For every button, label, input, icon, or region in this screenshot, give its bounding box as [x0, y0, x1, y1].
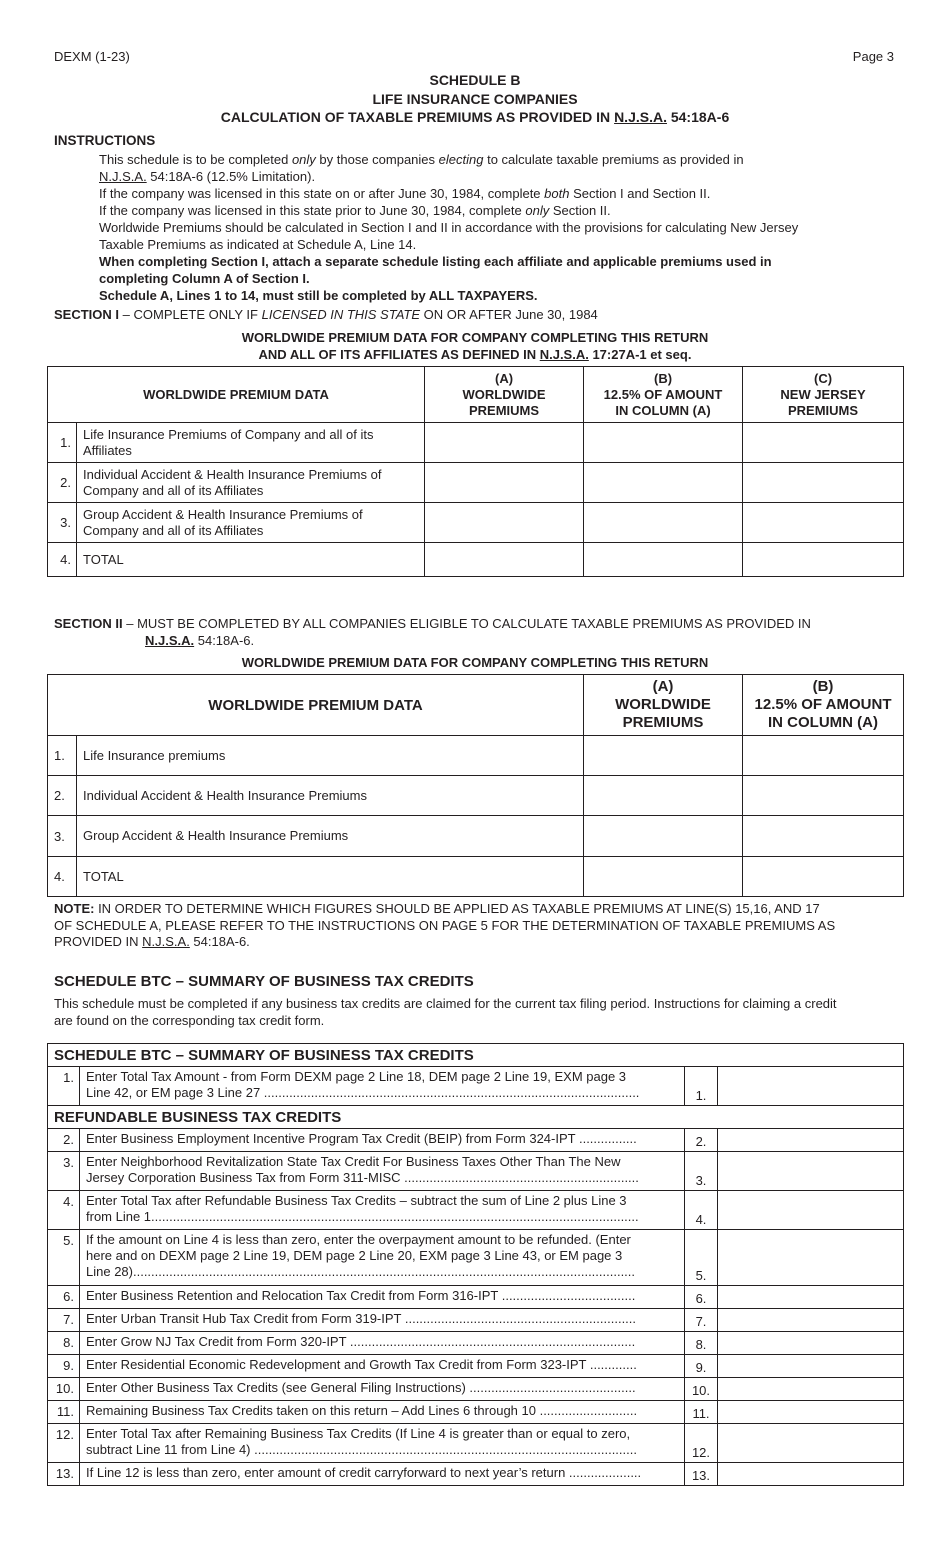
instr-text: 54:18A-6 (12.5% Limitation). — [146, 169, 316, 184]
instr-italic: only — [525, 203, 550, 218]
table-row — [48, 423, 904, 463]
table-row — [48, 503, 904, 543]
btc-table — [47, 1043, 904, 1486]
note-line2: OF SCHEDULE A, PLEASE REFER TO THE INSTRUCTIONS ON PAGE 5 FOR THE DETERMINATION OF TAXABLE PREMIUMS AS — [54, 917, 836, 933]
s1-col-c — [743, 367, 904, 423]
s1-row2-col-a-input[interactable] — [425, 463, 584, 503]
btc-intro-l2: are found on the corresponding tax credit form. — [54, 1013, 325, 1028]
btc-desc-l1: Enter Total Tax Amount - from Form DEXM page 2 Line 18, DEM page 2 Line 19, EXM page 3 — [86, 1069, 627, 1084]
section1-text-b: ON OR AFTER June 30, 1984 — [420, 307, 598, 322]
btc-line-num: 6. — [48, 1286, 80, 1309]
btc-line-desc — [80, 1463, 685, 1486]
btc-title-row — [48, 1044, 904, 1067]
form-id: DEXM (1-23) — [54, 49, 130, 64]
table-row — [48, 1332, 904, 1355]
btc-line-ref: 2. — [685, 1129, 718, 1152]
btc-line-num: 10. — [48, 1378, 80, 1401]
s2-row3-col-a-input[interactable] — [584, 816, 743, 857]
btc-desc-l1: Enter Total Tax after Refundable Business Tax Credits – subtract the sum of Line 2 plus Line 3 — [86, 1193, 627, 1208]
btc-line1-input[interactable] — [718, 1067, 904, 1106]
note-label: NOTE: — [54, 901, 95, 916]
btc-line-desc — [80, 1191, 685, 1230]
section1-header-row — [48, 367, 904, 423]
instr-p2 — [99, 185, 899, 202]
s2-col-b-l3: IN COLUMN (A) — [768, 714, 878, 731]
btc-desc-l1: Enter Residential Economic Redevelopment and Growth Tax Credit from Form 323-IPT ............. — [86, 1357, 637, 1372]
instr-p3 — [99, 202, 899, 219]
s1-col-a-l3: PREMIUMS — [468, 402, 540, 418]
s1-col-c-l2: NEW JERSEY — [780, 386, 866, 402]
section1-sub2-text: AND ALL OF ITS AFFILIATES AS DEFINED IN — [258, 347, 540, 362]
instr-p4-cont: Taxable Premiums as indicated at Schedule A, Line 14. — [99, 237, 417, 252]
table-row — [48, 543, 904, 577]
btc-desc-l2: Jersey Corporation Business Tax from Form 311-MISC ................................................................. — [86, 1170, 639, 1185]
s2-col-b-l1: (B) — [812, 678, 834, 695]
btc-desc-l1: Remaining Business Tax Credits taken on this return – Add Lines 6 through 10 ........................... — [86, 1403, 638, 1418]
instr-italic: only — [291, 152, 316, 167]
calc-title-code: 54:18A-6 — [666, 109, 730, 125]
btc-line-ref: 4. — [685, 1191, 718, 1230]
section2-header-row — [48, 675, 904, 736]
btc-line-desc — [80, 1129, 685, 1152]
s1-row2-col-c-input[interactable] — [743, 463, 904, 503]
btc-line-num: 8. — [48, 1332, 80, 1355]
btc-desc-l2: Line 42, or EM page 3 Line 27 ........................................................................................................ — [86, 1085, 640, 1100]
btc-line-ref: 5. — [685, 1230, 718, 1286]
schedule-subtitle: LIFE INSURANCE COMPANIES — [372, 91, 578, 107]
btc-line-ref: 10. — [685, 1378, 718, 1401]
s2-col-data: WORLDWIDE PREMIUM DATA — [48, 675, 584, 736]
section1-table — [47, 366, 904, 577]
s2-row-num: 2. — [48, 776, 77, 816]
btc-line13-input[interactable] — [718, 1463, 904, 1486]
s1-row3-col-b-input[interactable] — [584, 503, 743, 543]
s2-row2-col-b-input[interactable] — [743, 776, 904, 816]
note-line1 — [54, 901, 924, 918]
instr-text: Section I and Section II. — [569, 186, 711, 201]
section2-line1 — [54, 615, 914, 632]
page-number: Page 3 — [852, 49, 894, 64]
s2-row-desc: TOTAL — [77, 857, 584, 897]
btc-line10-input[interactable] — [718, 1378, 904, 1401]
btc-line-desc — [80, 1424, 685, 1463]
btc-line-ref: 12. — [685, 1424, 718, 1463]
section1-text: COMPLETE ONLY IF — [133, 307, 262, 322]
s1-row-desc: TOTAL — [77, 543, 425, 577]
s1-row-desc — [77, 423, 425, 463]
instr-p1 — [99, 151, 899, 168]
btc-line9-input[interactable] — [718, 1355, 904, 1378]
note-njsa: N.J.S.A. — [142, 934, 190, 949]
btc-line11-input[interactable] — [718, 1401, 904, 1424]
s2-col-b-l2: 12.5% OF AMOUNT — [754, 696, 892, 713]
s1-row2-col-b-input[interactable] — [584, 463, 743, 503]
table-row — [48, 1286, 904, 1309]
instr-text: to calculate taxable premiums as provided in — [483, 152, 744, 167]
s1-col-a — [425, 367, 584, 423]
s1-col-b-l3: IN COLUMN (A) — [615, 402, 711, 418]
note-code: 54:18A-6. — [189, 934, 250, 949]
section1-dash: – — [119, 307, 134, 322]
btc-line3-input[interactable] — [718, 1152, 904, 1191]
instr-njsa: N.J.S.A. — [99, 169, 147, 184]
section1-heading — [54, 307, 598, 322]
btc-desc-l2: from Line 1....................................................................................................................................... — [86, 1209, 639, 1224]
s1-col-c-l3: PREMIUMS — [787, 402, 859, 418]
s1-row1-col-a-input[interactable] — [425, 423, 584, 463]
btc-desc-l2: subtract Line 11 from Line 4) .......................................................................................................... — [86, 1442, 637, 1457]
s2-row-num: 4. — [48, 857, 77, 897]
note-line3 — [54, 934, 924, 951]
instr-p4: Worldwide Premiums should be calculated in Section I and II in accordance with the provisions for calculating New Jersey — [99, 220, 799, 235]
btc-line-ref: 9. — [685, 1355, 718, 1378]
btc-desc-l1: Enter Other Business Tax Credits (see General Filing Instructions) .............................................. — [86, 1380, 636, 1395]
btc-desc-l3: Line 28)........................................................................................................................................... — [86, 1264, 636, 1279]
btc-line-num: 12. — [48, 1424, 80, 1463]
table-row — [48, 1191, 904, 1230]
s2-row-num: 3. — [48, 816, 77, 857]
btc-line-desc — [80, 1332, 685, 1355]
btc-line-ref: 7. — [685, 1309, 718, 1332]
btc-line-num: 4. — [48, 1191, 80, 1230]
instr-bold-2: Schedule A, Lines 1 to 14, must still be completed by ALL TAXPAYERS. — [99, 288, 538, 303]
btc-line-ref: 1. — [685, 1067, 718, 1106]
s1-row-num: 4. — [48, 543, 77, 577]
s1-row-desc — [77, 463, 425, 503]
btc-line-desc — [80, 1067, 685, 1106]
section2-label: SECTION II — [54, 616, 123, 631]
section2-sub: WORLDWIDE PREMIUM DATA FOR COMPANY COMPLETING THIS RETURN — [241, 655, 709, 670]
btc-line-num: 5. — [48, 1230, 80, 1286]
section2-njsa: N.J.S.A. — [145, 633, 195, 648]
s1-row-desc — [77, 503, 425, 543]
btc-line-desc — [80, 1152, 685, 1191]
s2-col-a-l3: PREMIUMS — [622, 714, 704, 731]
section2-line2 — [54, 632, 914, 649]
s1-row-desc-l2: Affiliates — [83, 442, 132, 458]
s1-col-c-l1: (C) — [813, 370, 833, 386]
btc-line-num: 13. — [48, 1463, 80, 1486]
btc-intro-l1: This schedule must be completed if any business tax credits are claimed for the current tax filing period. Instructions for claiming a credit — [54, 996, 837, 1011]
btc-line12-input[interactable] — [718, 1424, 904, 1463]
s1-row-desc-l2: Company and all of its Affiliates — [83, 482, 264, 498]
btc-line-desc — [80, 1355, 685, 1378]
schedule-calc-title — [0, 109, 950, 125]
instr-text: If the company was licensed in this state on or after June 30, 1984, complete — [99, 186, 545, 201]
btc-line-desc — [80, 1378, 685, 1401]
s1-row4-col-a-input[interactable] — [425, 543, 584, 577]
btc-desc-l1: Enter Urban Transit Hub Tax Credit from Form 319-IPT ................................................................ — [86, 1311, 637, 1326]
table-row — [48, 1309, 904, 1332]
s1-col-b-l2: 12.5% OF AMOUNT — [603, 386, 723, 402]
btc-refundable-title: REFUNDABLE BUSINESS TAX CREDITS — [48, 1106, 904, 1129]
table-row — [48, 1152, 904, 1191]
table-row — [48, 857, 904, 897]
section2-text: MUST BE COMPLETED BY ALL COMPANIES ELIGIBLE TO CALCULATE TAXABLE PREMIUMS AS PROVIDED IN — [137, 616, 811, 631]
btc-desc-l1: Enter Business Employment Incentive Program Tax Credit (BEIP) from Form 324-IPT ................ — [86, 1131, 637, 1146]
calc-title-text: CALCULATION OF TAXABLE PREMIUMS AS PROVIDED IN — [220, 109, 615, 125]
btc-line6-input[interactable] — [718, 1286, 904, 1309]
btc-line-num: 1. — [48, 1067, 80, 1106]
instr-bold-1: When completing Section I, attach a separate schedule listing each affiliate and applicable premiums used in — [99, 254, 772, 269]
btc-line4-input[interactable] — [718, 1191, 904, 1230]
table-row — [48, 776, 904, 816]
s2-row-desc: Life Insurance premiums — [77, 736, 584, 776]
note-text: IN ORDER TO DETERMINE WHICH FIGURES SHOULD BE APPLIED AS TAXABLE PREMIUMS AT LINE(S) 15,16, AND 17 — [94, 901, 820, 916]
btc-line-ref: 11. — [685, 1401, 718, 1424]
table-row — [48, 1463, 904, 1486]
schedule-title: SCHEDULE B — [429, 72, 521, 88]
table-row — [48, 1230, 904, 1286]
btc-intro — [54, 995, 924, 1029]
instr-italic: electing — [438, 152, 484, 167]
note-block — [54, 901, 924, 951]
btc-table-title: SCHEDULE BTC – SUMMARY OF BUSINESS TAX CREDITS — [48, 1044, 904, 1067]
table-row — [48, 1355, 904, 1378]
btc-line-num: 9. — [48, 1355, 80, 1378]
s1-col-a-l1: (A) — [494, 370, 514, 386]
btc-line8-input[interactable] — [718, 1332, 904, 1355]
s2-row2-col-a-input[interactable] — [584, 776, 743, 816]
s2-row-num: 1. — [48, 736, 77, 776]
instr-text: Section II. — [549, 203, 611, 218]
instr-text: If the company was licensed in this state prior to June 30, 1984, complete — [99, 203, 526, 218]
section2-heading — [54, 615, 914, 649]
section2-dash: – — [122, 616, 138, 631]
s1-col-data: WORLDWIDE PREMIUM DATA — [48, 367, 425, 423]
s1-row-desc-l2: Company and all of its Affiliates — [83, 522, 264, 538]
section1-sub2-njsa: N.J.S.A. — [539, 347, 589, 362]
table-row — [48, 1067, 904, 1106]
s1-row3-col-a-input[interactable] — [425, 503, 584, 543]
s1-row-num: 3. — [48, 503, 77, 543]
table-row — [48, 816, 904, 857]
section2-code: 54:18A-6. — [194, 633, 255, 648]
btc-line-desc — [80, 1230, 685, 1286]
instructions-heading: INSTRUCTIONS — [54, 133, 156, 148]
s2-row1-col-a-input[interactable] — [584, 736, 743, 776]
s1-row-num: 1. — [48, 423, 77, 463]
btc-desc-l1: If the amount on Line 4 is less than zero, enter the overpayment amount to be refunded. (Enter — [86, 1232, 631, 1247]
btc-line-ref: 3. — [685, 1152, 718, 1191]
btc-line-ref: 8. — [685, 1332, 718, 1355]
s1-col-a-l2: WORLDWIDE — [462, 386, 546, 402]
s1-col-b-l1: (B) — [653, 370, 673, 386]
btc-line2-input[interactable] — [718, 1129, 904, 1152]
section1-sub1: WORLDWIDE PREMIUM DATA FOR COMPANY COMPLETING THIS RETURN — [241, 330, 709, 345]
s2-row-desc: Individual Accident & Health Insurance Premiums — [77, 776, 584, 816]
table-row — [48, 1129, 904, 1152]
s2-col-b — [743, 675, 904, 736]
btc-line5-input[interactable] — [718, 1230, 904, 1286]
table-row — [48, 1378, 904, 1401]
table-row — [48, 463, 904, 503]
btc-line7-input[interactable] — [718, 1309, 904, 1332]
btc-line-desc — [80, 1401, 685, 1424]
s1-row-num: 2. — [48, 463, 77, 503]
btc-line-ref: 13. — [685, 1463, 718, 1486]
s1-row1-col-b-input[interactable] — [584, 423, 743, 463]
s1-row-desc-l1: Individual Accident & Health Insurance Premiums of — [83, 466, 382, 482]
section1-italic: LICENSED IN THIS STATE — [261, 307, 421, 322]
instr-text: by those companies — [315, 152, 439, 167]
btc-desc-l1: Enter Business Retention and Relocation Tax Credit from Form 316-IPT ..................................... — [86, 1288, 636, 1303]
btc-line-num: 2. — [48, 1129, 80, 1152]
btc-line-desc — [80, 1309, 685, 1332]
s2-row4-col-b-input[interactable] — [743, 857, 904, 897]
s1-row-desc-l1: Life Insurance Premiums of Company and all of its — [83, 426, 374, 442]
btc-line-num: 11. — [48, 1401, 80, 1424]
section1-sub2-code: 17:27A-1 et seq. — [588, 347, 692, 362]
btc-line-ref: 6. — [685, 1286, 718, 1309]
s2-row-desc: Group Accident & Health Insurance Premiums — [77, 816, 584, 857]
table-row — [48, 736, 904, 776]
table-row — [48, 1401, 904, 1424]
table-row — [48, 1424, 904, 1463]
instr-bold-1-cont: completing Column A of Section I. — [99, 271, 310, 286]
instructions-body — [99, 151, 899, 304]
instr-italic: both — [544, 186, 570, 201]
btc-heading: SCHEDULE BTC – SUMMARY OF BUSINESS TAX CREDITS — [54, 973, 474, 990]
btc-line-num: 3. — [48, 1152, 80, 1191]
instr-text: This schedule is to be completed — [99, 152, 292, 167]
btc-desc-l1: Enter Neighborhood Revitalization State Tax Credit For Business Taxes Other Than The New — [86, 1154, 621, 1169]
section1-label: SECTION I — [54, 307, 120, 322]
s1-row4-col-b-input[interactable] — [584, 543, 743, 577]
s1-row3-col-c-input[interactable] — [743, 503, 904, 543]
btc-desc-l1: If Line 12 is less than zero, enter amount of credit carryforward to next year’s return .................... — [86, 1465, 642, 1480]
btc-refundable-row — [48, 1106, 904, 1129]
instr-p1-cont — [99, 168, 899, 185]
calc-title-njsa: N.J.S.A. — [614, 109, 667, 125]
s2-row1-col-b-input[interactable] — [743, 736, 904, 776]
btc-line-desc — [80, 1286, 685, 1309]
s1-row1-col-c-input[interactable] — [743, 423, 904, 463]
section1-sub2 — [0, 347, 950, 362]
s2-col-a-l2: WORLDWIDE — [615, 696, 711, 713]
note-text: PROVIDED IN — [54, 934, 143, 949]
s1-col-b — [584, 367, 743, 423]
section2-table — [47, 674, 904, 897]
btc-desc-l1: Enter Total Tax after Remaining Business Tax Credits (If Line 4 is greater than or equal to zero, — [86, 1426, 631, 1441]
btc-desc-l1: Enter Grow NJ Tax Credit from Form 320-IPT ............................................................................... — [86, 1334, 636, 1349]
btc-desc-l2: here and on DEXM page 2 Line 19, DEM page 2 Line 20, EXM page 3 Line 43, or EM page 3 — [86, 1248, 623, 1263]
s2-row4-col-a-input[interactable] — [584, 857, 743, 897]
s1-row4-col-c-input[interactable] — [743, 543, 904, 577]
s2-col-a — [584, 675, 743, 736]
s1-row-desc-l1: Group Accident & Health Insurance Premiums of — [83, 506, 363, 522]
s2-col-a-l1: (A) — [652, 678, 674, 695]
s2-row3-col-b-input[interactable] — [743, 816, 904, 857]
btc-line-num: 7. — [48, 1309, 80, 1332]
